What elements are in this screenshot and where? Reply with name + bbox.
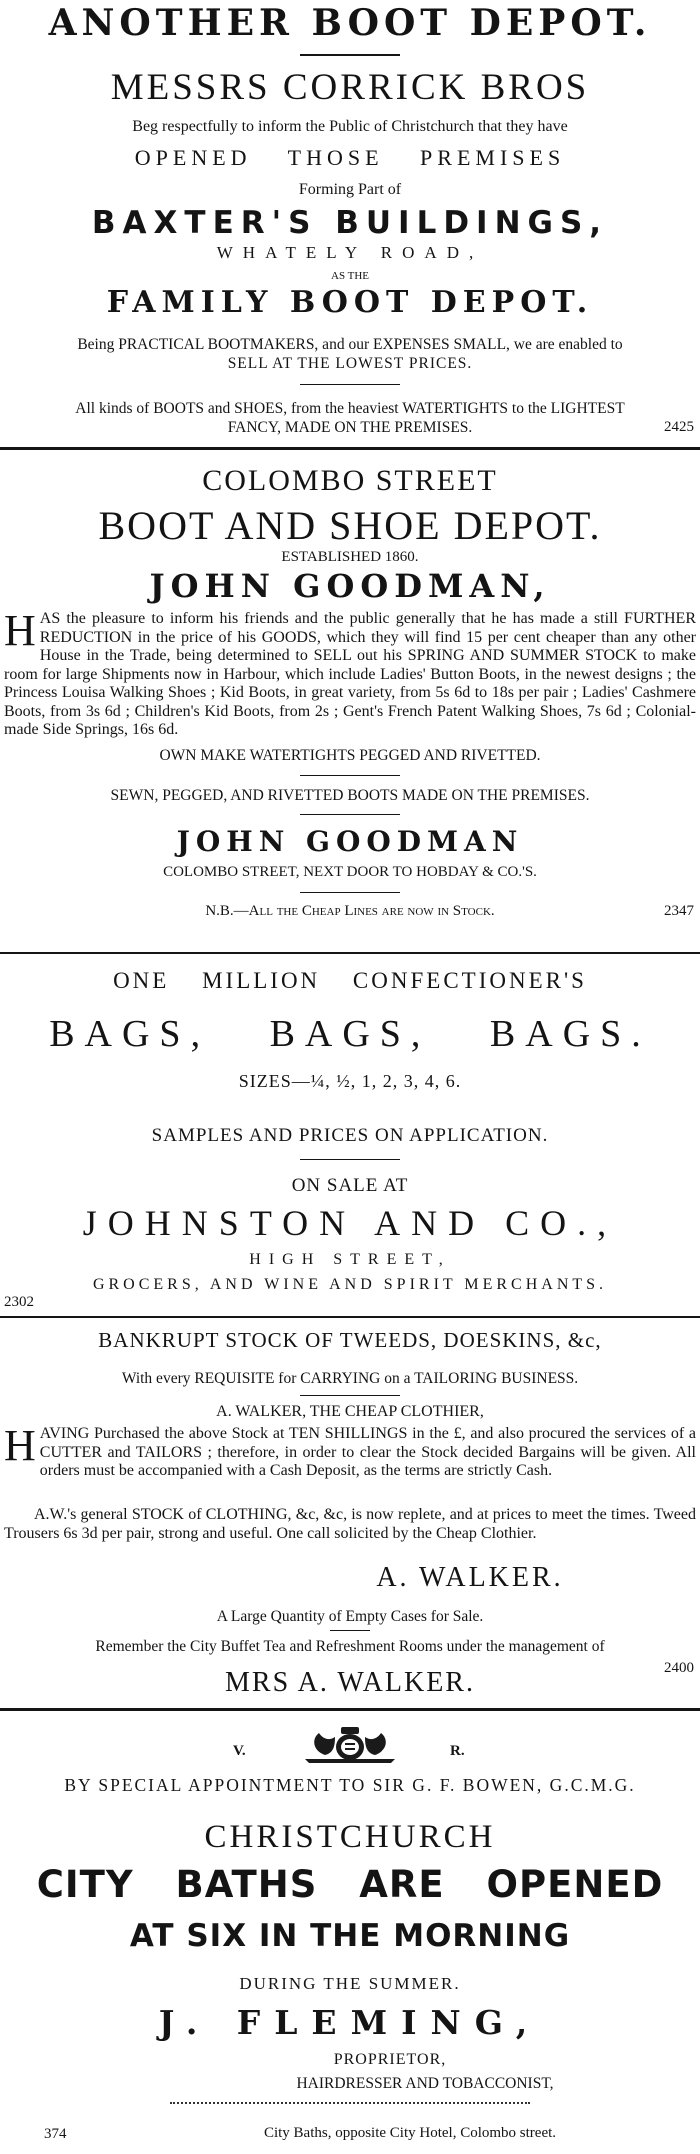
ad1-depot: FAMILY BOOT DEPOT. — [106, 285, 594, 320]
ad5-appointment: BY SPECIAL APPOINTMENT TO SIR G. F. BOWEN, G.C.M.G. — [64, 1775, 636, 1795]
ad3-trade: GROCERS, AND WINE AND SPIRIT MERCHANTS. — [92, 1276, 608, 1293]
ad5-name: J. FLEMING, — [158, 2003, 542, 2042]
ad5-baths: CITY BATHS ARE OPENED — [36, 1863, 664, 1906]
walker-advert — [0, 1318, 700, 1708]
goodman-advert — [0, 450, 700, 955]
ad2-established: ESTABLISHED 1860. — [281, 549, 419, 565]
ad3-samples: SAMPLES AND PRICES ON APPLICATION. — [151, 1125, 549, 1146]
ad4-number: 2400 — [664, 1660, 694, 1676]
ad2-proprietor: JOHN GOODMAN, — [149, 567, 551, 605]
ad4-drop-cap: H — [4, 1421, 36, 1470]
ad1-road: WHATELY ROAD, — [216, 243, 484, 262]
ad4-remember: Remember the City Buffet Tea and Refreshment Rooms under the management of — [95, 1638, 605, 1655]
ad5-trade: HAIRDRESSER AND TOBACCONIST, — [296, 2075, 554, 2092]
ad2-drop-cap: H — [4, 606, 36, 655]
ad4-body-2 — [4, 1506, 696, 1543]
ad3-number: 2302 — [4, 1294, 34, 1310]
ad1-mid-rule — [300, 384, 400, 385]
ad3-bags: BAGS, BAGS, BAGS. — [49, 1013, 651, 1055]
ad2-address: COLOMBO STREET, NEXT DOOR TO HOBDAY & CO.'S. — [163, 864, 537, 880]
ad1-building: BAXTER'S BUILDINGS, — [91, 205, 609, 241]
ad4-rule — [300, 1395, 400, 1396]
ad2-name-again: JOHN GOODMAN — [176, 825, 524, 858]
ad4-cases: A Large Quantity of Empty Cases for Sale. — [216, 1608, 484, 1625]
ad3-street: HIGH STREET, — [249, 1251, 451, 1268]
ad1-as-the: AS THE — [331, 270, 369, 282]
ad1-short-rule — [300, 54, 400, 56]
johnston-advert — [0, 954, 700, 1314]
ad1-forming: Forming Part of — [298, 181, 402, 198]
ad5-r: R. — [450, 1743, 465, 1759]
ad3-sizes: SIZES—¼, ½, 1, 2, 3, 4, 6. — [238, 1071, 462, 1091]
ad1-practical-1: Being PRACTICAL BOOTMAKERS, and our EXPENSES SMALL, we are enabled to — [77, 336, 623, 353]
ad5-v: V. — [233, 1743, 246, 1759]
ad1-kinds-2: FANCY, MADE ON THE PREMISES. — [227, 419, 473, 436]
ad3-rule — [300, 1159, 400, 1160]
ad3-firm: JOHNSTON AND CO., — [82, 1203, 618, 1243]
ad2-number: 2347 — [664, 903, 694, 919]
ad2-rule-3 — [300, 892, 400, 893]
ad1-practical-2: SELL AT THE LOWEST PRICES. — [227, 355, 473, 372]
ad1-firm: MESSRS CORRICK BROS — [110, 67, 590, 108]
ad4-signature: A. WALKER. — [376, 1562, 564, 1593]
ad1-number: 2425 — [664, 419, 694, 435]
ad1-opened: OPENED THOSE PREMISES — [134, 145, 566, 170]
ad5-dotted-rule — [170, 2102, 530, 2104]
ad4-requisite: With every REQUISITE for CARRYING on a TAILORING BUSINESS. — [121, 1370, 579, 1387]
ad5-time: AT SIX IN THE MORNING — [129, 1918, 571, 1954]
ad2-nb: N.B.—All the Cheap Lines are now in Stock. — [205, 903, 495, 919]
ad2-street: COLOMBO STREET — [202, 464, 498, 497]
ad2-rule-1 — [300, 775, 400, 776]
ad1-kinds-1: All kinds of BOOTS and SHOES, from the heaviest WATERTIGHTS to the LIGHTEST — [75, 400, 625, 417]
royal-coat-of-arms-icon — [295, 1725, 405, 1765]
ad5-number: 374 — [44, 2126, 67, 2142]
ad2-rule-2 — [300, 814, 400, 815]
ad5-location: City Baths, opposite City Hotel, Colombo street. — [263, 2125, 557, 2141]
ad4-headline: BANKRUPT STOCK OF TWEEDS, DOESKINS, &c, — [98, 1328, 602, 1352]
ad4-manager: MRS A. WALKER. — [225, 1667, 475, 1698]
ad4-body-2-text: A.W.'s general STOCK of CLOTHING, &c, &c, is now replete, and at prices to meet the times. Tweed Trousers 6s 3d per pair, strong and useful. One call solicited by the Cheap Clothier. — [4, 1506, 696, 1542]
ad3-headline: ONE MILLION CONFECTIONER'S — [113, 968, 587, 993]
fleming-advert — [0, 1711, 700, 2154]
ad5-during: DURING THE SUMMER. — [239, 1974, 461, 1993]
ad4-rule-2 — [330, 1630, 370, 1631]
ad4-body-1-text: AVING Purchased the above Stock at TEN SHILLINGS in the £, and also procured the services of a CUTTER and TAILORS ; therefore, in order to clear the Stock decided Bargains will be given. All orders must be accompanied with a Cash Deposit, as the terms are strictly Cash. — [39, 1425, 696, 1479]
ad1-intro: Beg respectfully to inform the Public of Christchurch that they have — [132, 118, 568, 135]
ad2-own-make: OWN MAKE WATERTIGHTS PEGGED AND RIVETTED. — [159, 747, 541, 764]
ad3-on-sale: ON SALE AT — [291, 1175, 409, 1196]
ad1-headline: ANOTHER BOOT DEPOT. — [48, 2, 652, 44]
ad2-body-text: AS the pleasure to inform his friends and the public generally that he has made a still FURTHER REDUCTION in the price of his GOODS, which they will find 15 per cent cheaper than any other House in the Trade, being determined to SELL out his SPRING AND SUMMER STOCK to make room for large Shipments now in Harbour, which include Ladies' Button Boots, in the newest designs ; the Princess Louisa Walking Shoes ; Kid Boots, in great variety, from 5s 6d to 18s per pair ; Ladies' Cashmere Boots, from 3s 6d ; Children's Kid Boots, from 2s ; Gent's French Patent Walking Shoes, 7s 6d ; Colonial-made Side Springs, 16s 6d. — [4, 610, 696, 738]
ad4-clothier: A. WALKER, THE CHEAP CLOTHIER, — [216, 1403, 484, 1420]
ad2-body — [4, 606, 696, 740]
ad2-sewn: SEWN, PEGGED, AND RIVETTED BOOTS MADE ON THE PREMISES. — [110, 787, 590, 804]
ad2-headline: BOOT AND SHOE DEPOT. — [98, 503, 602, 548]
corrick-bros-advert — [0, 0, 700, 455]
ad5-city: CHRISTCHURCH — [204, 1819, 496, 1855]
ad4-body-1 — [4, 1421, 696, 1481]
ad5-proprietor: PROPRIETOR, — [333, 2051, 447, 2068]
